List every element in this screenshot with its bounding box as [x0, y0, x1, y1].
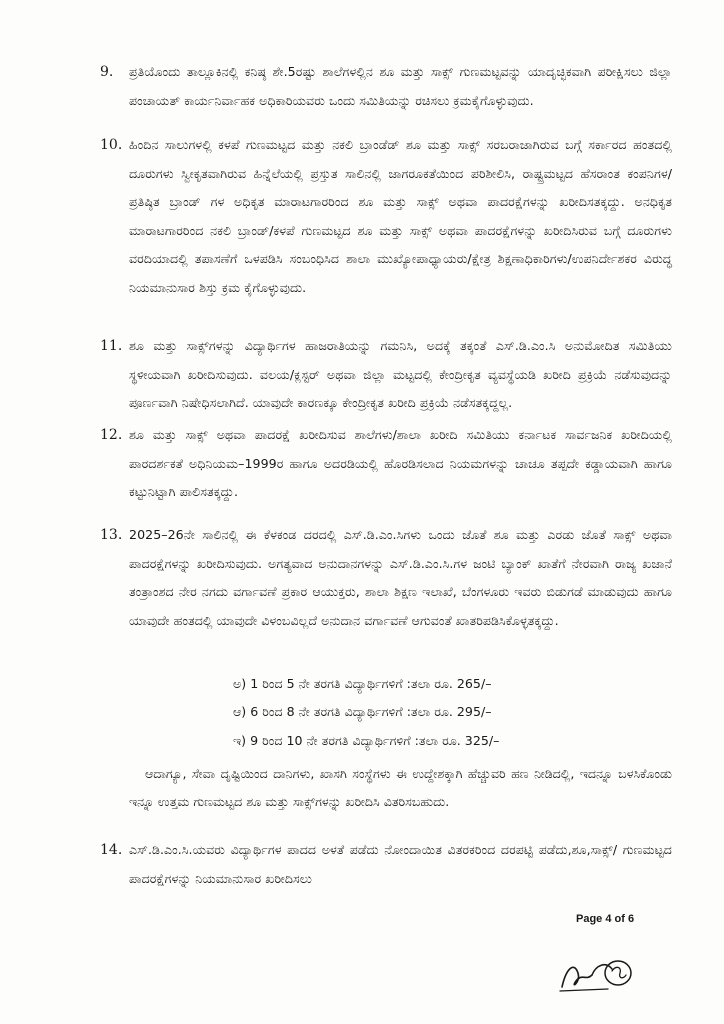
signature-icon [556, 951, 638, 995]
item-number: 14. [100, 842, 123, 858]
item-text: ಶೂ ಮತ್ತು ಸಾಕ್ಸ್ ಅಥವಾ ಪಾದರಕ್ಷೆ ಖರೀದಿಸುವ ಶಾಲೆಗಳು/ಶಾಲಾ ಖರೀದಿ ಸಮಿತಿಯು ಕರ್ನಾಟಕ ಸಾರ್ವಜನಿಕ ಖರೀದಿಯಲ್ಲಿ ಪಾರದರ್ಶಕತೆ ಅಧಿನಿಯಮ–1999ರ ಹಾಗೂ ಅದರಡಿಯಲ್ಲಿ ಹೊರಡಿಸಲಾದ ನಿಯಮಗಳನ್ನು ಚಾಚೂ ತಪ್ಪದೇ ಕಡ್ಡಾಯವಾಗಿ ಹಾಗೂ ಕಟ್ಟುನಿಟ್ಟಾಗಿ ಪಾಲಿಸತಕ್ಕದ್ದು. [129, 427, 672, 500]
rate-list [233, 670, 653, 755]
donation-note: ಆದಾಗ್ಯೂ, ಸೇವಾ ದೃಷ್ಟಿಯಿಂದ ದಾನಿಗಳು, ಖಾಸಗಿ ಸಂಸ್ಥೆಗಳು ಈ ಉದ್ದೇಶಕ್ಕಾಗಿ ಹೆಚ್ಚುವರಿ ಹಣ ನೀಡಿದಲ್ಲಿ, ಇದನ್ನೂ ಬಳಸಿಕೊಂಡು ಇನ್ನೂ ಉತ್ತಮ ಗುಣಮಟ್ಟದ ಶೂ ಮತ್ತು ಸಾಕ್ಸ್‌ಗಳನ್ನು ಖರೀದಿಸಿ ವಿತರಿಸಬಹುದು. [129, 766, 672, 809]
rate-item: ಅ) 1 ರಿಂದ 5 ನೇ ತರಗತಿ ವಿದ್ಯಾರ್ಥಿಗಳಿಗೆ :ತಲಾ ರೂ. 265/– [233, 676, 492, 691]
item-number: 13. [100, 527, 123, 543]
rate-item: ಆ) 6 ರಿಂದ 8 ನೇ ತರಗತಿ ವಿದ್ಯಾರ್ಥಿಗಳಿಗೆ :ತಲಾ ರೂ. 295/– [233, 704, 492, 720]
item-number: 12. [100, 427, 123, 443]
item-text: ಹಿಂದಿನ ಸಾಲುಗಳಲ್ಲಿ ಕಳಪೆ ಗುಣಮಟ್ಟದ ಮತ್ತು ನಕಲಿ ಬ್ರಾಂಡೆಡ್ ಶೂ ಮತ್ತು ಸಾಕ್ಸ್ ಸರಬರಾಜಾಗಿರುವ ಬಗ್ಗೆ ಸರ್ಕಾರದ ಹಂತದಲ್ಲಿ ದೂರುಗಳು ಸ್ವೀಕೃತವಾಗಿರುವ ಹಿನ್ನೆಲೆಯಲ್ಲಿ ಪ್ರಸ್ತುತ ಸಾಲಿನಲ್ಲಿ ಜಾಗರೂಕತೆಯಿಂದ ಪರಿಶೀಲಿಸಿ, ರಾಷ್ಟ್ರಮಟ್ಟದ ಹೆಸರಾಂತ ಕಂಪನಿಗಳ/ ಪ್ರತಿಷ್ಠಿತ ಬ್ರಾಂಡ್ ಗಳ ಅಧಿಕೃತ ಮಾರಾಟಗಾರರಿಂದ ಶೂ ಮತ್ತು ಸಾಕ್ಸ್ ಅಥವಾ ಪಾದರಕ್ಷೆಗಳನ್ನು ಖರೀದಿಸತಕ್ಕದ್ದು. ಅನಧಿಕೃತ ಮಾರಾಟಗಾರರಿಂದ ನಕಲಿ ಬ್ರಾಂಡ್/ಕಳಪೆ ಗುಣಮಟ್ಟದ ಶೂ ಮತ್ತು ಸಾಕ್ಸ್ ಅಥವಾ ಪಾದರಕ್ಷೆಗಳನ್ನು ಖರೀದಿಸಿರುವ ಬಗ್ಗೆ ದೂರುಗಳು ವರದಿಯಾದಲ್ಲಿ ತಪಾಸಣೆಗೆ ಒಳಪಡಿಸಿ ಸಂಬಂಧಿಸಿದ ಶಾಲಾ ಮುಖ್ಯೋಪಾಧ್ಯಾಯರು/ಕ್ಷೇತ್ರ ಶಿಕ್ಷಣಾಧಿಕಾರಿಗಳು/ಉಪನಿರ್ದೇಶಕರ ವಿರುದ್ಧ ನಿಯಮಾನುಸಾರ ಶಿಸ್ತು ಕ್ರಮ ಕೈಗೊಳ್ಳುವುದು. [129, 137, 672, 295]
item-text: 2025–26ನೇ ಸಾಲಿನಲ್ಲಿ ಈ ಕೆಳಕಂಡ ದರದಲ್ಲಿ ಎಸ್.ಡಿ.ಎಂ.ಸಿಗಳು ಒಂದು ಜೊತೆ ಶೂ ಮತ್ತು ಎರಡು ಜೊತೆ ಸಾಕ್ಸ್ ಅಥವಾ ಪಾದರಕ್ಷೆಗಳನ್ನು ಖರೀದಿಸುವುದು. ಅಗತ್ಯವಾದ ಅನುದಾನಗಳನ್ನು ಎಸ್.ಡಿ.ಎಂ.ಸಿ.ಗಳ ಜಂಟಿ ಬ್ಯಾಂಕ್ ಖಾತೆಗೆ ನೇರವಾಗಿ ರಾಜ್ಯ ಖಜಾನೆ ತಂತ್ರಾಂಶದ ನೇರ ನಗದು ವರ್ಗಾವಣೆ ಪ್ರಕಾರ ಆಯುಕ್ತರು, ಶಾಲಾ ಶಿಕ್ಷಣ ಇಲಾಖೆ, ಬೆಂಗಳೂರು ಇವರು ಬಿಡುಗಡೆ ಮಾಡುವುದು ಹಾಗೂ ಯಾವುದೇ ಹಂತದಲ್ಲಿ ಯಾವುದೇ ವಿಳಂಬವಿಲ್ಲದೆ ಅನುದಾನ ವರ್ಗಾವಣೆ ಆಗುವಂತೆ ಖಾತರಿಪಡಿಸಿಕೊಳ್ಳತಕ್ಕದ್ದು. [129, 527, 672, 628]
item-text: ಶೂ ಮತ್ತು ಸಾಕ್ಸ್‌ಗಳನ್ನು ವಿದ್ಯಾರ್ಥಿಗಳ ಹಾಜರಾತಿಯನ್ನು ಗಮನಿಸಿ, ಅದಕ್ಕೆ ತಕ್ಕಂತೆ ಎಸ್.ಡಿ.ಎಂ.ಸಿ ಅನುಮೋದಿತ ಸಮಿತಿಯು ಸ್ಥಳೀಯವಾಗಿ ಖರೀದಿಸುವುದು. ವಲಯ/ಕ್ಲಸ್ಟರ್ ಅಥವಾ ಜಿಲ್ಲಾ ಮಟ್ಟದಲ್ಲಿ ಕೇಂದ್ರೀಕೃತ ವ್ಯವಸ್ಥೆಯಡಿ ಖರೀದಿ ಪ್ರಕ್ರಿಯೆ ನಡೆಸುವುದನ್ನು ಪೂರ್ಣವಾಗಿ ನಿಷೇಧಿಸಲಾಗಿದೆ. ಯಾವುದೇ ಕಾರಣಕ್ಕೂ ಕೇಂದ್ರೀಕೃತ ಖರೀದಿ ಪ್ರಕ್ರಿಯೆ ನಡೆಸತಕ್ಕದ್ದಲ್ಲ. [129, 338, 672, 411]
rate-item: ಇ) 9 ರಿಂದ 10 ನೇ ತರಗತಿ ವಿದ್ಯಾರ್ಥಿಗಳಿಗೆ :ತಲಾ ರೂ. 325/– [233, 732, 500, 748]
page-number: Page 4 of 6 [576, 913, 635, 925]
item-number: 11. [100, 338, 123, 354]
item-number: 10. [100, 137, 123, 153]
item-text: ಎಸ್.ಡಿ.ಎಂ.ಸಿ.ಯವರು ವಿದ್ಯಾರ್ಥಿಗಳ ಪಾದದ ಅಳತೆ ಪಡೆದು ನೋಂದಾಯಿತ ವಿತರಕರಿಂದ ದರಪಟ್ಟಿ ಪಡೆದು,ಶೂ,ಸಾಕ್ಸ್/ ಗುಣಮಟ್ಟದ ಪಾದರಕ್ಷೆಗಳನ್ನು ನಿಯಮಾನುಸಾರ ಖರೀದಿಸಲು [129, 842, 672, 886]
item-number: 9. [100, 64, 114, 80]
item-text: ಪ್ರತಿಯೊಂದು ತಾಲ್ಲೂಕಿನಲ್ಲಿ ಕನಿಷ್ಠ ಶೇ.5ರಷ್ಟು ಶಾಲೆಗಳಲ್ಲಿನ ಶೂ ಮತ್ತು ಸಾಕ್ಸ್ ಗುಣಮಟ್ಟವನ್ನು ಯಾದೃಚ್ಛಿಕವಾಗಿ ಪರೀಕ್ಷಿಸಲು ಜಿಲ್ಲಾ ಪಂಚಾಯತ್ ಕಾರ್ಯನಿರ್ವಾಹಕ ಅಧಿಕಾರಿಯವರು ಒಂದು ಸಮಿತಿಯನ್ನು ರಚಿಸಲು ಕ್ರಮಕೈಗೊಳ್ಳುವುದು. [129, 64, 672, 108]
